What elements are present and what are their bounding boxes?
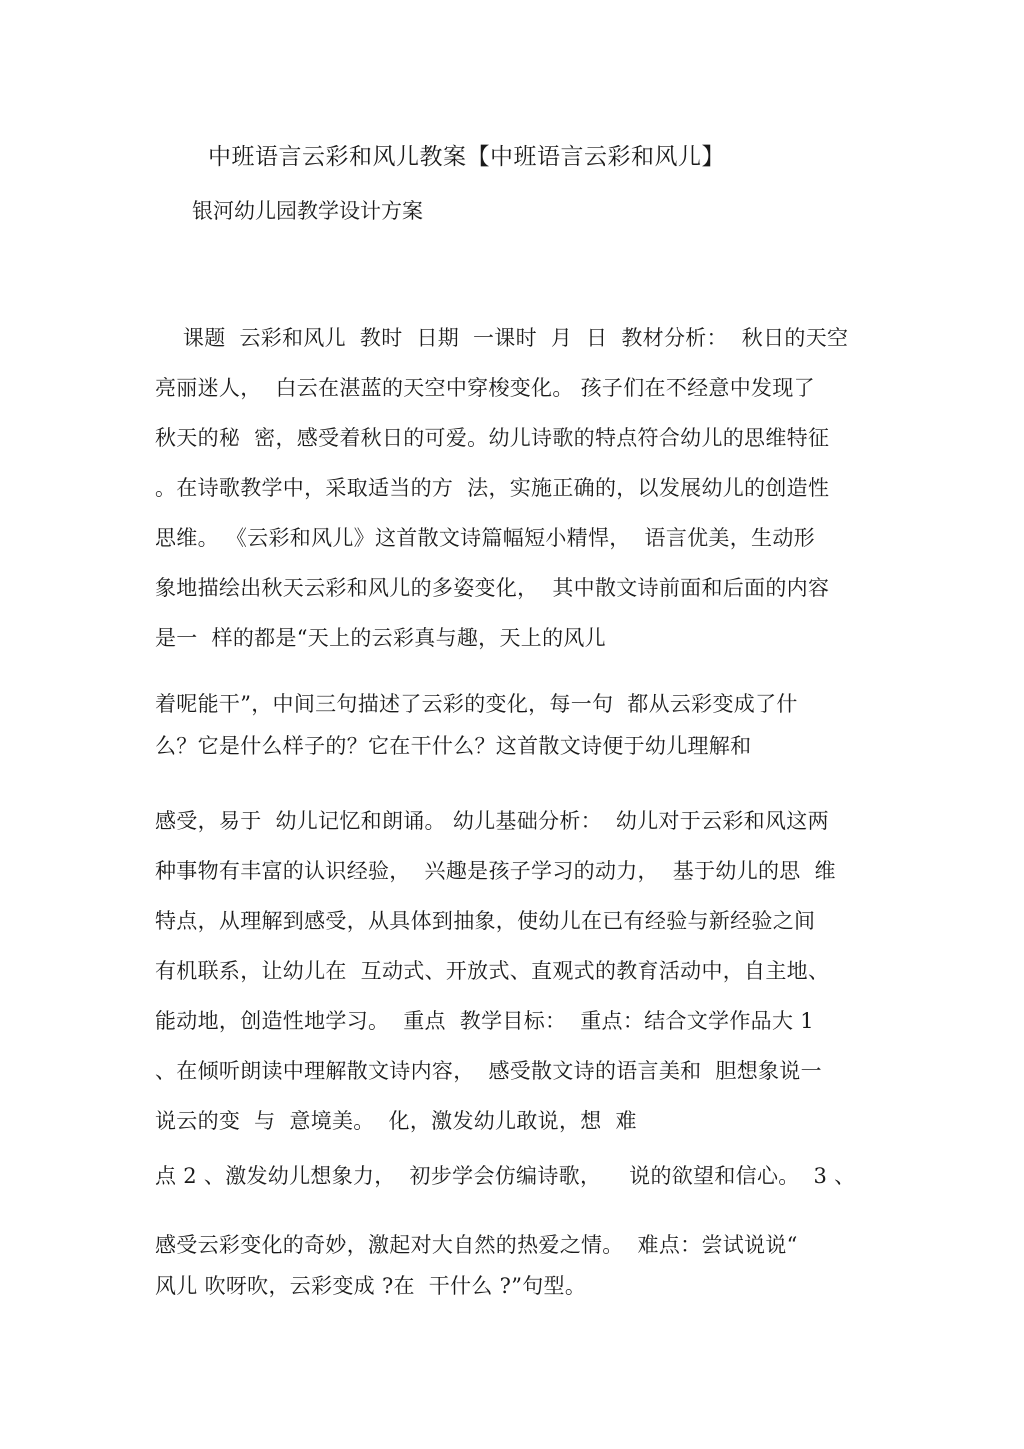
body-line-15: 、在倾听朗读中理解散文诗内容， 感受散文诗的语言美和 胆想象说一 — [155, 1059, 822, 1083]
body-line-7: 是一 样的都是“天上的云彩真与趣，天上的风儿 — [155, 626, 606, 650]
document-subtitle: 银河幼儿园教学设计方案 — [192, 199, 423, 223]
body-line-6: 象地描绘出秋天云彩和风儿的多姿变化， 其中散文诗前面和后面的内容 — [155, 576, 830, 600]
body-line-2: 亮丽迷人， 白云在湛蓝的天空中穿梭变化。 孩子们在不经意中发现了 — [155, 376, 815, 400]
body-line-8: 着呢能干”，中间三句描述了云彩的变化，每一句 都从云彩变成了什 — [155, 692, 798, 716]
body-line-11: 种事物有丰富的认识经验， 兴趣是孩子学习的动力， 基于幼儿的思 维 — [155, 859, 836, 883]
body-line-19: 风儿 吹呀吹，云彩变成 ?在 干什么 ?”句型。 — [155, 1274, 587, 1298]
body-line-16: 说云的变 与 意境美。 化，激发幼儿敢说，想 难 — [155, 1109, 637, 1133]
body-line-18: 感受云彩变化的奇妙，激起对大自然的热爱之情。 难点：尝试说说“ — [155, 1233, 798, 1257]
body-line-1: 课题 云彩和风儿 教时 日期 一课时 月 日 教材分析： 秋日的天空 — [155, 326, 849, 350]
body-line-3: 秋天的秘 密，感受着秋日的可爱。幼儿诗歌的特点符合幼儿的思维特征 — [155, 426, 830, 450]
body-line-13: 有机联系，让幼儿在 互动式、开放式、直观式的教育活动中，自主地、 — [155, 959, 830, 983]
body-line-4: 。在诗歌教学中，采取适当的方 法，实施正确的，以发展幼儿的创造性 — [155, 476, 830, 500]
body-line-17: 点 2 、激发幼儿想象力， 初步学会仿编诗歌， 说的欲望和信心。 3 、 — [155, 1164, 856, 1188]
body-line-9: 么？它是什么样子的？它在干什么？这首散文诗便于幼儿理解和 — [155, 734, 752, 758]
body-line-5: 思维。 《云彩和风儿》这首散文诗篇幅短小精悍， 语言优美，生动形 — [155, 526, 815, 550]
body-line-14: 能动地，创造性地学习。 重点 教学目标： 重点：结合文学作品大 1 — [155, 1009, 814, 1033]
body-line-12: 特点，从理解到感受，从具体到抽象，使幼儿在已有经验与新经验之间 — [155, 909, 816, 933]
document-title: 中班语言云彩和风儿教案【中班语言云彩和风儿】 — [208, 144, 725, 170]
body-line-10: 感受，易于 幼儿记忆和朗诵。 幼儿基础分析： 幼儿对于云彩和风这两 — [155, 809, 829, 833]
